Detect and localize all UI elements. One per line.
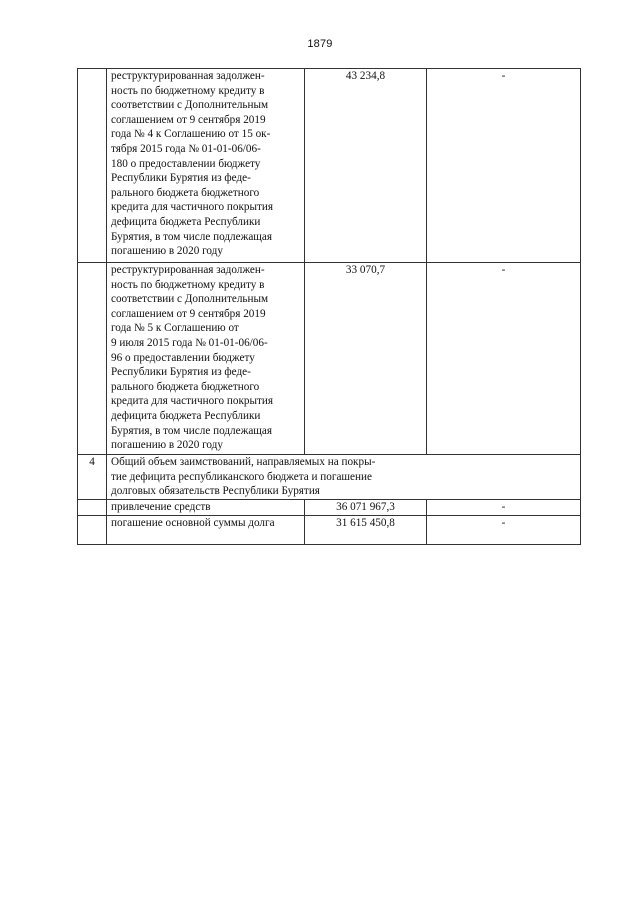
section-title-line: долговых обязательств Республики Бурятия	[111, 485, 320, 498]
section-title-cell	[107, 455, 581, 500]
description-line: ность по бюджетному кредиту в	[111, 84, 265, 97]
table-row	[78, 263, 581, 455]
description-line: соглашением от 9 сентября 2019	[111, 113, 266, 126]
extra-cell: -	[427, 500, 581, 516]
description-line: кредита для частичного покрытия	[111, 201, 274, 214]
description-line: погашению в 2020 году	[111, 439, 223, 452]
description-line: соответствии с Дополнительным	[111, 293, 269, 306]
description-line: Бурятия, в том числе подлежащая	[111, 230, 273, 243]
description-line: тября 2015 года № 01-01-06/06-	[111, 142, 261, 155]
description-cell: привлечение средств	[107, 500, 305, 516]
section-title-line: Общий объем заимствований, направляемых на покры-	[111, 456, 376, 468]
row-number-cell	[78, 263, 107, 455]
description-line: 180 о предоставлении бюджету	[111, 157, 261, 170]
table-row	[78, 69, 581, 263]
description-line: реструктурированная задолжен-	[111, 264, 265, 276]
row-number-cell	[78, 500, 107, 516]
amount-cell: 33 070,7	[305, 263, 427, 455]
amount-cell: 31 615 450,8	[305, 515, 427, 544]
table-row	[78, 455, 581, 500]
description-line: рального бюджета бюджетного	[111, 380, 260, 393]
description-line: соглашением от 9 сентября 2019	[111, 307, 266, 320]
description-line: Бурятия, в том числе подлежащая	[111, 424, 273, 437]
row-number-cell	[78, 515, 107, 544]
description-line: Республики Бурятия из феде-	[111, 172, 251, 185]
section-title-line: тие дефицита республиканского бюджета и погашение	[111, 470, 372, 483]
description-cell	[107, 263, 305, 455]
table-row	[78, 515, 581, 544]
row-number-cell	[78, 69, 107, 263]
description-line: рального бюджета бюджетного	[111, 186, 260, 199]
description-line: соответствии с Дополнительным	[111, 99, 269, 112]
description-line: дефицита бюджета Республики	[111, 409, 261, 422]
amount-cell: 43 234,8	[305, 69, 427, 263]
description-line: 9 июля 2015 года № 01-01-06/06-	[111, 336, 268, 349]
description-line: кредита для частичного покрытия	[111, 395, 274, 408]
description-line: года № 5 к Соглашению от	[111, 322, 239, 335]
amount-cell: 36 071 967,3	[305, 500, 427, 516]
description-line: Республики Бурятия из феде-	[111, 366, 251, 379]
description-line: ность по бюджетному кредиту в	[111, 278, 265, 291]
description-line: года № 4 к Соглашению от 15 ок-	[111, 128, 271, 141]
borrowing-program-table	[77, 68, 581, 545]
description-line: погашению в 2020 году	[111, 245, 223, 258]
table-row	[78, 500, 581, 516]
extra-cell: -	[427, 515, 581, 544]
description-line: 96 о предоставлении бюджету	[111, 351, 255, 364]
description-line: дефицита бюджета Республики	[111, 215, 261, 228]
description-cell: погашение основной суммы долга	[107, 515, 305, 544]
page-number: 1879	[307, 38, 333, 50]
description-line: реструктурированная задолжен-	[111, 70, 265, 82]
description-cell	[107, 69, 305, 263]
extra-cell: -	[427, 263, 581, 455]
extra-cell: -	[427, 69, 581, 263]
row-number-cell: 4	[78, 455, 107, 500]
